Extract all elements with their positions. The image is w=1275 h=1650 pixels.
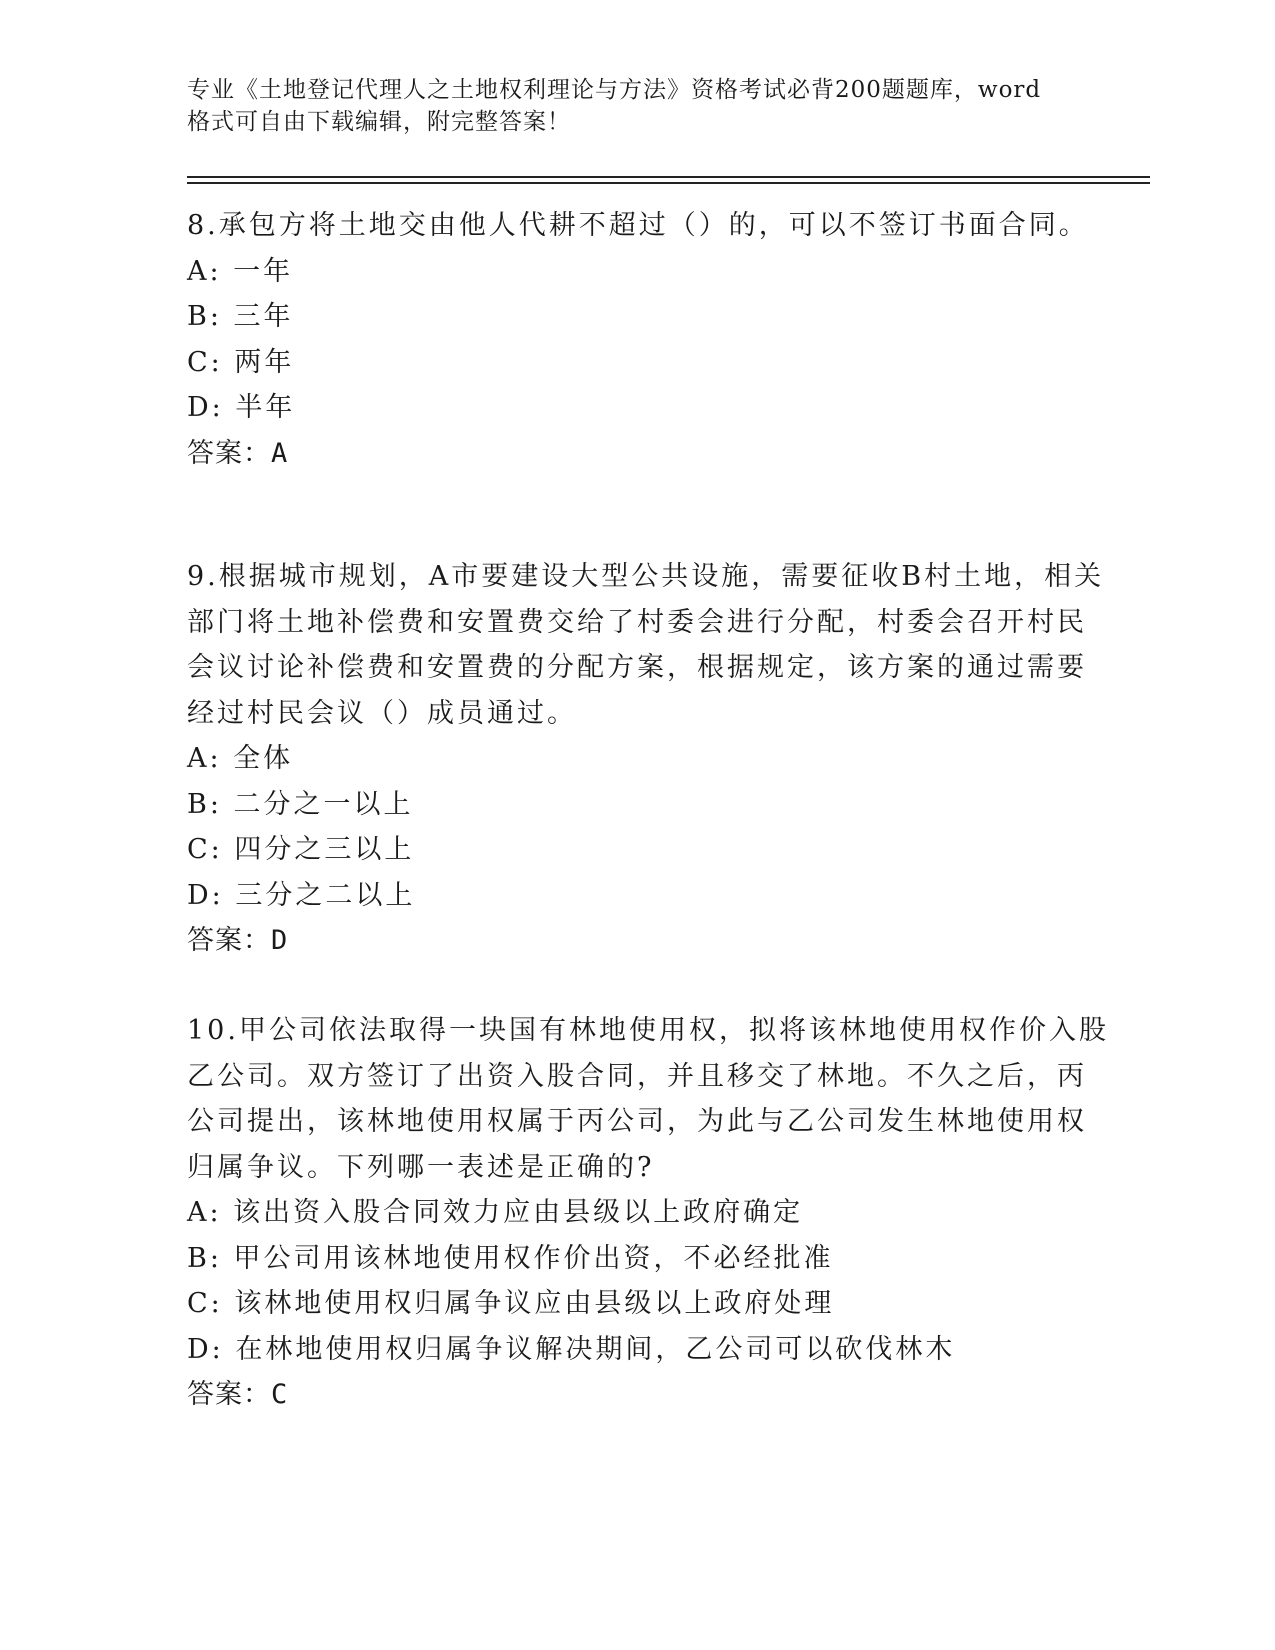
- option-b: B: 甲公司用该林地使用权作价出资，不必经批准: [187, 1242, 834, 1274]
- question-8: [187, 203, 1087, 476]
- option-d: D: 半年: [187, 392, 296, 423]
- option-a: A: 一年: [187, 255, 294, 287]
- question-stem: [187, 1008, 1109, 1190]
- option-b: B: 二分之一以上: [187, 788, 414, 820]
- answer-label: 答案：A: [187, 437, 289, 469]
- stem-line: 经过村民会议（）成员通过。: [187, 697, 577, 729]
- header-line-1: 专业《土地登记代理人之土地权利理论与方法》资格考试必背200题题库，word: [187, 77, 1042, 103]
- question-10: [187, 1008, 1109, 1418]
- stem-line: 会议讨论补偿费和安置费的分配方案，根据规定，该方案的通过需要: [187, 652, 1087, 683]
- stem-line: 乙公司。双方签订了出资入股合同，并且移交了林地。不久之后，丙: [187, 1060, 1087, 1092]
- option-d: D: 三分之二以上: [187, 879, 416, 911]
- question-stem: [187, 554, 1105, 736]
- stem-line: 公司提出，该林地使用权属于丙公司，为此与乙公司发生林地使用权: [187, 1106, 1087, 1137]
- stem-line: 8.承包方将土地交由他人代耕不超过（）的，可以不签订书面合同。: [187, 210, 1089, 241]
- header-line-2: 格式可自由下载编辑，附完整答案！: [187, 109, 571, 135]
- option-c: C: 两年: [187, 346, 295, 378]
- option-a: A: 该出资入股合同效力应由县级以上政府确定: [187, 1197, 804, 1228]
- document-header: [187, 74, 1067, 138]
- header-divider-top: [187, 176, 1150, 178]
- answer-label: 答案：C: [187, 1379, 289, 1410]
- question-9: [187, 554, 1105, 964]
- answer-label: 答案：D: [187, 925, 289, 956]
- stem-line: 10.甲公司依法取得一块国有林地使用权，拟将该林地使用权作价入股: [187, 1015, 1109, 1046]
- header-divider-bottom: [187, 182, 1150, 184]
- stem-line: 归属争议。下列哪一表述是正确的?: [187, 1151, 655, 1183]
- option-b: B: 三年: [187, 301, 294, 332]
- stem-line: 部门将土地补偿费和安置费交给了村委会进行分配，村委会召开村民: [187, 606, 1087, 638]
- option-c: C: 四分之三以上: [187, 834, 415, 865]
- question-stem: [187, 203, 1087, 249]
- option-c: C: 该林地使用权归属争议应由县级以上政府处理: [187, 1288, 835, 1319]
- stem-line: 9.根据城市规划，A市要建设大型公共设施，需要征收B村土地，相关: [187, 561, 1105, 592]
- option-a: A: 全体: [187, 743, 294, 774]
- option-d: D: 在林地使用权归属争议解决期间，乙公司可以砍伐林木: [187, 1333, 956, 1365]
